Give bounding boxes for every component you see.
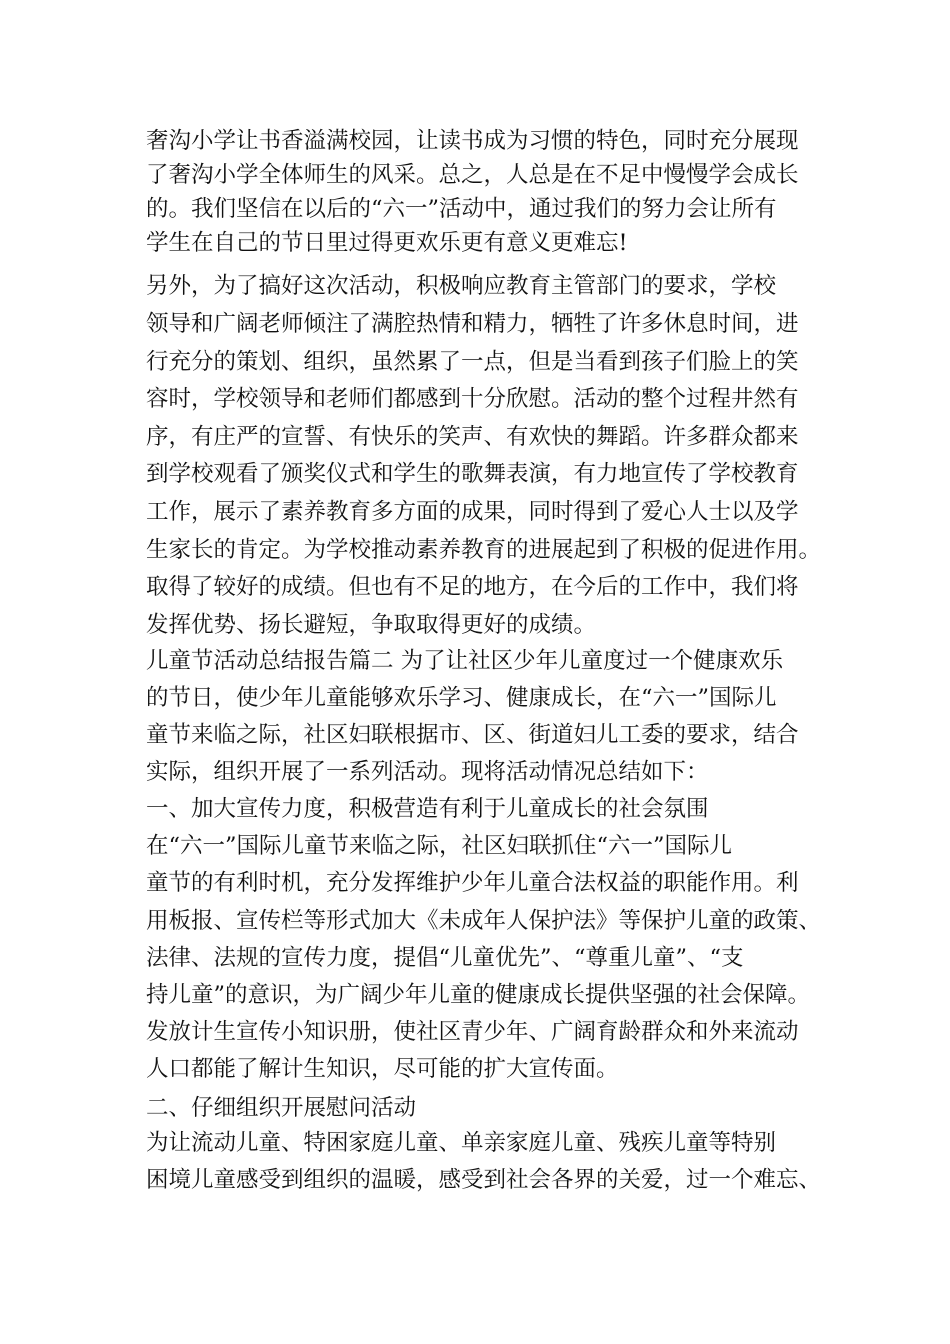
text-line: 童节的有利时机，充分发挥维护少年儿童合法权益的职能作用。利 (146, 870, 799, 896)
text-line: 的节日，使少年儿童能够欢乐学习、健康成长，在“六一”国际儿 (146, 685, 777, 711)
text-line: 学生在自己的节日里过得更欢乐更有意义更难忘! (146, 230, 628, 256)
text-line: 生家长的肯定。为学校推动素养教育的进展起到了积极的促进作用。 (146, 537, 822, 563)
text-line: 序，有庄严的宣誓、有快乐的笑声、有欢快的舞蹈。许多群众都来 (146, 424, 799, 450)
text-line: 容时，学校领导和老师们都感到十分欣慰。活动的整个过程井然有 (146, 386, 799, 412)
text-line: 发放计生宣传小知识册，使社区青少年、广阔育龄群众和外来流动 (146, 1019, 799, 1045)
text-line: 童节来临之际，社区妇联根据市、区、街道妇儿工委的要求，结合 (146, 722, 799, 748)
text-line: 持儿童”的意识，为广阔少年儿童的健康成长提供坚强的社会保障。 (146, 982, 811, 1008)
text-line: 发挥优势、扬长避短，争取取得更好的成绩。 (146, 612, 597, 638)
text-line: 用板报、宣传栏等形式加大《未成年人保护法》等保护儿童的政策、 (146, 908, 822, 934)
text-line: 在“六一”国际儿童节来临之际，社区妇联抓住“六一”国际儿 (146, 833, 733, 859)
text-line: 取得了较好的成绩。但也有不足的地方，在今后的工作中，我们将 (146, 574, 799, 600)
text-line: 的。我们坚信在以后的“六一”活动中，通过我们的努力会让所有 (146, 196, 777, 222)
section-heading: 一、加大宣传力度，积极营造有利于儿童成长的社会氛围 (146, 796, 709, 822)
text-line: 为让流动儿童、特困家庭儿童、单亲家庭儿童、残疾儿童等特别 (146, 1130, 777, 1156)
text-line: 法律、法规的宣传力度，提倡“儿童优先”、“尊重儿童”、“支 (146, 945, 744, 971)
text-line: 实际，组织开展了一系列活动。现将活动情况总结如下： (146, 759, 709, 785)
text-line: 另外，为了搞好这次活动，积极响应教育主管部门的要求，学校 (146, 273, 777, 299)
text-line: 到学校观看了颁奖仪式和学生的歌舞表演，有力地宣传了学校教育 (146, 461, 799, 487)
text-line: 奢沟小学让书香溢满校园，让读书成为习惯的特色，同时充分展现 (146, 128, 799, 154)
text-line: 儿童节活动总结报告篇二 为了让社区少年儿童度过一个健康欢乐 (146, 648, 784, 674)
text-line: 困境儿童感受到组织的温暖，感受到社会各界的关爱，过一个难忘、 (146, 1167, 822, 1193)
text-line: 行充分的策划、组织，虽然累了一点，但是当看到孩子们脸上的笑 (146, 349, 799, 375)
text-line: 人口都能了解计生知识，尽可能的扩大宣传面。 (146, 1056, 619, 1082)
text-line: 了奢沟小学全体师生的风采。总之，人总是在不足中慢慢学会成长 (146, 162, 799, 188)
text-line: 工作，展示了素养教育多方面的成果，同时得到了爱心人士以及学 (146, 499, 799, 525)
section-heading: 二、仔细组织开展慰问活动 (146, 1095, 417, 1121)
text-line: 领导和广阔老师倾注了满腔热情和精力，牺牲了许多休息时间，进 (146, 311, 799, 337)
